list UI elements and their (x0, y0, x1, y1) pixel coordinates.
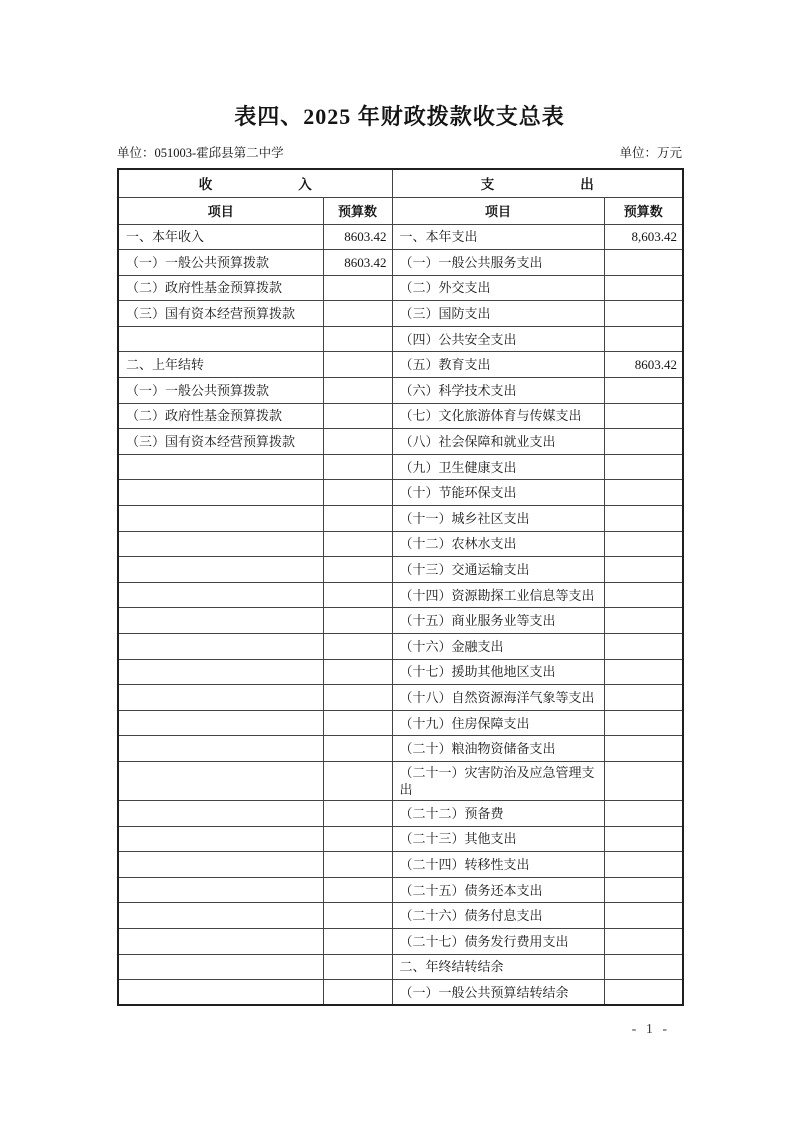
income-value-cell (323, 761, 392, 800)
expense-budget-column-header: 预算数 (604, 197, 683, 224)
expense-item-cell: （四）公共安全支出 (392, 326, 604, 352)
expense-value-cell (604, 454, 683, 480)
expense-value-cell (604, 557, 683, 583)
expense-value-cell (604, 480, 683, 506)
table-row (118, 852, 683, 878)
table-row (118, 301, 683, 327)
expense-item-cell: （十五）商业服务业等支出 (392, 608, 604, 634)
budget-table (117, 168, 684, 1006)
expense-item-cell: （二十四）转移性支出 (392, 852, 604, 878)
table-row (118, 736, 683, 762)
income-item-cell (118, 903, 323, 929)
expense-value-cell (604, 954, 683, 980)
expense-value-cell (604, 659, 683, 685)
expense-value-cell (604, 531, 683, 557)
income-item-cell: （二）政府性基金预算拨款 (118, 275, 323, 301)
expense-item-cell: （七）文化旅游体育与传媒支出 (392, 403, 604, 429)
expenditure-group-header (392, 169, 683, 197)
table-row (118, 826, 683, 852)
expense-value-cell (604, 250, 683, 276)
expense-item-cell: （十）节能环保支出 (392, 480, 604, 506)
expense-value-cell (604, 301, 683, 327)
table-row (118, 531, 683, 557)
income-value-cell (323, 480, 392, 506)
table-row (118, 761, 683, 800)
table-row (118, 326, 683, 352)
table-row (118, 928, 683, 954)
income-item-cell (118, 506, 323, 532)
expense-value-cell (604, 326, 683, 352)
expense-value-cell (604, 685, 683, 711)
table-row (118, 557, 683, 583)
expense-item-cell: （十三）交通运输支出 (392, 557, 604, 583)
income-group-header (118, 169, 392, 197)
document-content (117, 0, 682, 1039)
table-row (118, 710, 683, 736)
income-item-cell (118, 980, 323, 1006)
expense-item-cell: （二十六）债务付息支出 (392, 903, 604, 929)
expense-item-cell: （二十五）债务还本支出 (392, 877, 604, 903)
income-item-cell: 二、上年结转 (118, 352, 323, 378)
expense-value-cell (604, 403, 683, 429)
expense-item-cell: （十四）资源勘探工业信息等支出 (392, 582, 604, 608)
income-item-cell: 一、本年收入 (118, 224, 323, 250)
income-value-cell (323, 352, 392, 378)
income-item-cell (118, 326, 323, 352)
table-row (118, 608, 683, 634)
income-value-cell (323, 903, 392, 929)
table-row (118, 582, 683, 608)
income-value-cell (323, 980, 392, 1006)
expenditure-header-char-2: 出 (580, 177, 594, 193)
income-item-cell (118, 582, 323, 608)
expense-value-cell (604, 378, 683, 404)
expense-item-cell: （十七）援助其他地区支出 (392, 659, 604, 685)
table-row (118, 659, 683, 685)
income-value-cell (323, 301, 392, 327)
page-number: - 1 - (631, 1022, 670, 1038)
expense-value-cell (604, 634, 683, 660)
expense-value-cell (604, 800, 683, 826)
income-value-cell (323, 506, 392, 532)
table-row (118, 224, 683, 250)
table-row (118, 506, 683, 532)
expense-item-cell: （九）卫生健康支出 (392, 454, 604, 480)
income-value-cell (323, 710, 392, 736)
expense-item-column-header: 项目 (392, 197, 604, 224)
income-item-cell (118, 710, 323, 736)
page-title: 表四、2025 年财政拨款收支总表 (234, 104, 565, 129)
income-item-cell (118, 634, 323, 660)
unit-line (117, 145, 682, 161)
expense-value-cell (604, 582, 683, 608)
income-item-cell (118, 685, 323, 711)
income-item-cell (118, 954, 323, 980)
income-value-cell (323, 634, 392, 660)
expense-item-cell: （六）科学技术支出 (392, 378, 604, 404)
table-row (118, 877, 683, 903)
income-item-cell: （一）一般公共预算拨款 (118, 250, 323, 276)
income-item-cell (118, 608, 323, 634)
income-item-cell: （三）国有资本经营预算拨款 (118, 301, 323, 327)
income-value-cell (323, 852, 392, 878)
expense-value-cell (604, 928, 683, 954)
expense-item-cell: （二十一）灾害防治及应急管理支出 (392, 761, 604, 800)
expense-item-cell: （二十七）债务发行费用支出 (392, 928, 604, 954)
income-value-cell (323, 454, 392, 480)
expense-item-cell: 一、本年支出 (392, 224, 604, 250)
expense-item-cell: （五）教育支出 (392, 352, 604, 378)
income-value-cell (323, 659, 392, 685)
expense-value-cell (604, 608, 683, 634)
income-item-cell (118, 659, 323, 685)
expense-item-cell: （二十）粮油物资储备支出 (392, 736, 604, 762)
expense-item-cell: （十八）自然资源海洋气象等支出 (392, 685, 604, 711)
income-item-cell (118, 736, 323, 762)
expense-item-cell: （八）社会保障和就业支出 (392, 429, 604, 455)
income-value-cell (323, 378, 392, 404)
expense-value-cell (604, 736, 683, 762)
table-row (118, 980, 683, 1006)
unit-currency-label: 单位：万元 (619, 146, 682, 160)
expense-item-cell: 二、年终结转结余 (392, 954, 604, 980)
expense-value-cell (604, 826, 683, 852)
expenditure-header-char-1: 支 (480, 177, 495, 193)
income-item-cell (118, 826, 323, 852)
expenditure-group-label (393, 173, 683, 193)
budget-table-body (118, 224, 683, 1005)
income-value-cell (323, 826, 392, 852)
table-row (118, 429, 683, 455)
expense-value-cell: 8603.42 (604, 352, 683, 378)
income-header-char-1: 收 (198, 177, 213, 193)
table-row (118, 352, 683, 378)
expense-item-cell: （十一）城乡社区支出 (392, 506, 604, 532)
table-row (118, 634, 683, 660)
income-item-cell (118, 531, 323, 557)
income-value-cell (323, 608, 392, 634)
income-value-cell (323, 275, 392, 301)
table-row (118, 480, 683, 506)
table-row (118, 903, 683, 929)
expense-value-cell (604, 506, 683, 532)
income-item-cell (118, 800, 323, 826)
income-item-cell: （二）政府性基金预算拨款 (118, 403, 323, 429)
income-item-cell (118, 454, 323, 480)
expense-value-cell (604, 761, 683, 800)
income-header-char-2: 入 (298, 177, 312, 193)
table-row (118, 250, 683, 276)
expense-item-cell: （三）国防支出 (392, 301, 604, 327)
expense-value-cell (604, 877, 683, 903)
income-value-cell (323, 928, 392, 954)
income-value-cell (323, 557, 392, 583)
income-item-cell (118, 852, 323, 878)
income-value-cell (323, 429, 392, 455)
expense-item-cell: （二）外交支出 (392, 275, 604, 301)
expense-value-cell (604, 710, 683, 736)
expense-value-cell (604, 980, 683, 1006)
income-value-cell (323, 800, 392, 826)
table-row (118, 454, 683, 480)
column-header-row (118, 197, 683, 224)
expense-value-cell (604, 903, 683, 929)
group-header-row (118, 169, 683, 197)
income-item-cell: （一）一般公共预算拨款 (118, 378, 323, 404)
income-item-cell (118, 557, 323, 583)
table-row (118, 685, 683, 711)
income-value-cell (323, 582, 392, 608)
income-value-cell (323, 736, 392, 762)
expense-item-cell: （二十二）预备费 (392, 800, 604, 826)
table-row (118, 800, 683, 826)
income-item-cell: （三）国有资本经营预算拨款 (118, 429, 323, 455)
expense-item-cell: （二十三）其他支出 (392, 826, 604, 852)
table-row (118, 403, 683, 429)
table-row (118, 275, 683, 301)
income-value-cell (323, 877, 392, 903)
income-value-cell (323, 954, 392, 980)
table-row (118, 954, 683, 980)
income-item-cell (118, 928, 323, 954)
income-value-cell: 8603.42 (323, 250, 392, 276)
income-item-cell (118, 877, 323, 903)
income-value-cell (323, 326, 392, 352)
income-group-label (119, 173, 392, 193)
table-row (118, 378, 683, 404)
income-item-cell (118, 761, 323, 800)
income-value-cell (323, 685, 392, 711)
income-value-cell: 8603.42 (323, 224, 392, 250)
expense-item-cell: （一）一般公共服务支出 (392, 250, 604, 276)
expense-value-cell (604, 275, 683, 301)
income-value-cell (323, 531, 392, 557)
expense-item-cell: （一）一般公共预算结转结余 (392, 980, 604, 1006)
expense-value-cell: 8,603.42 (604, 224, 683, 250)
expense-item-cell: （十二）农林水支出 (392, 531, 604, 557)
unit-entity-label: 单位：051003-霍邱县第二中学 (117, 146, 284, 160)
income-item-column-header: 项目 (118, 197, 323, 224)
expense-item-cell: （十九）住房保障支出 (392, 710, 604, 736)
expense-item-cell: （十六）金融支出 (392, 634, 604, 660)
income-value-cell (323, 403, 392, 429)
expense-value-cell (604, 429, 683, 455)
income-item-cell (118, 480, 323, 506)
expense-value-cell (604, 852, 683, 878)
income-budget-column-header: 预算数 (323, 197, 392, 224)
